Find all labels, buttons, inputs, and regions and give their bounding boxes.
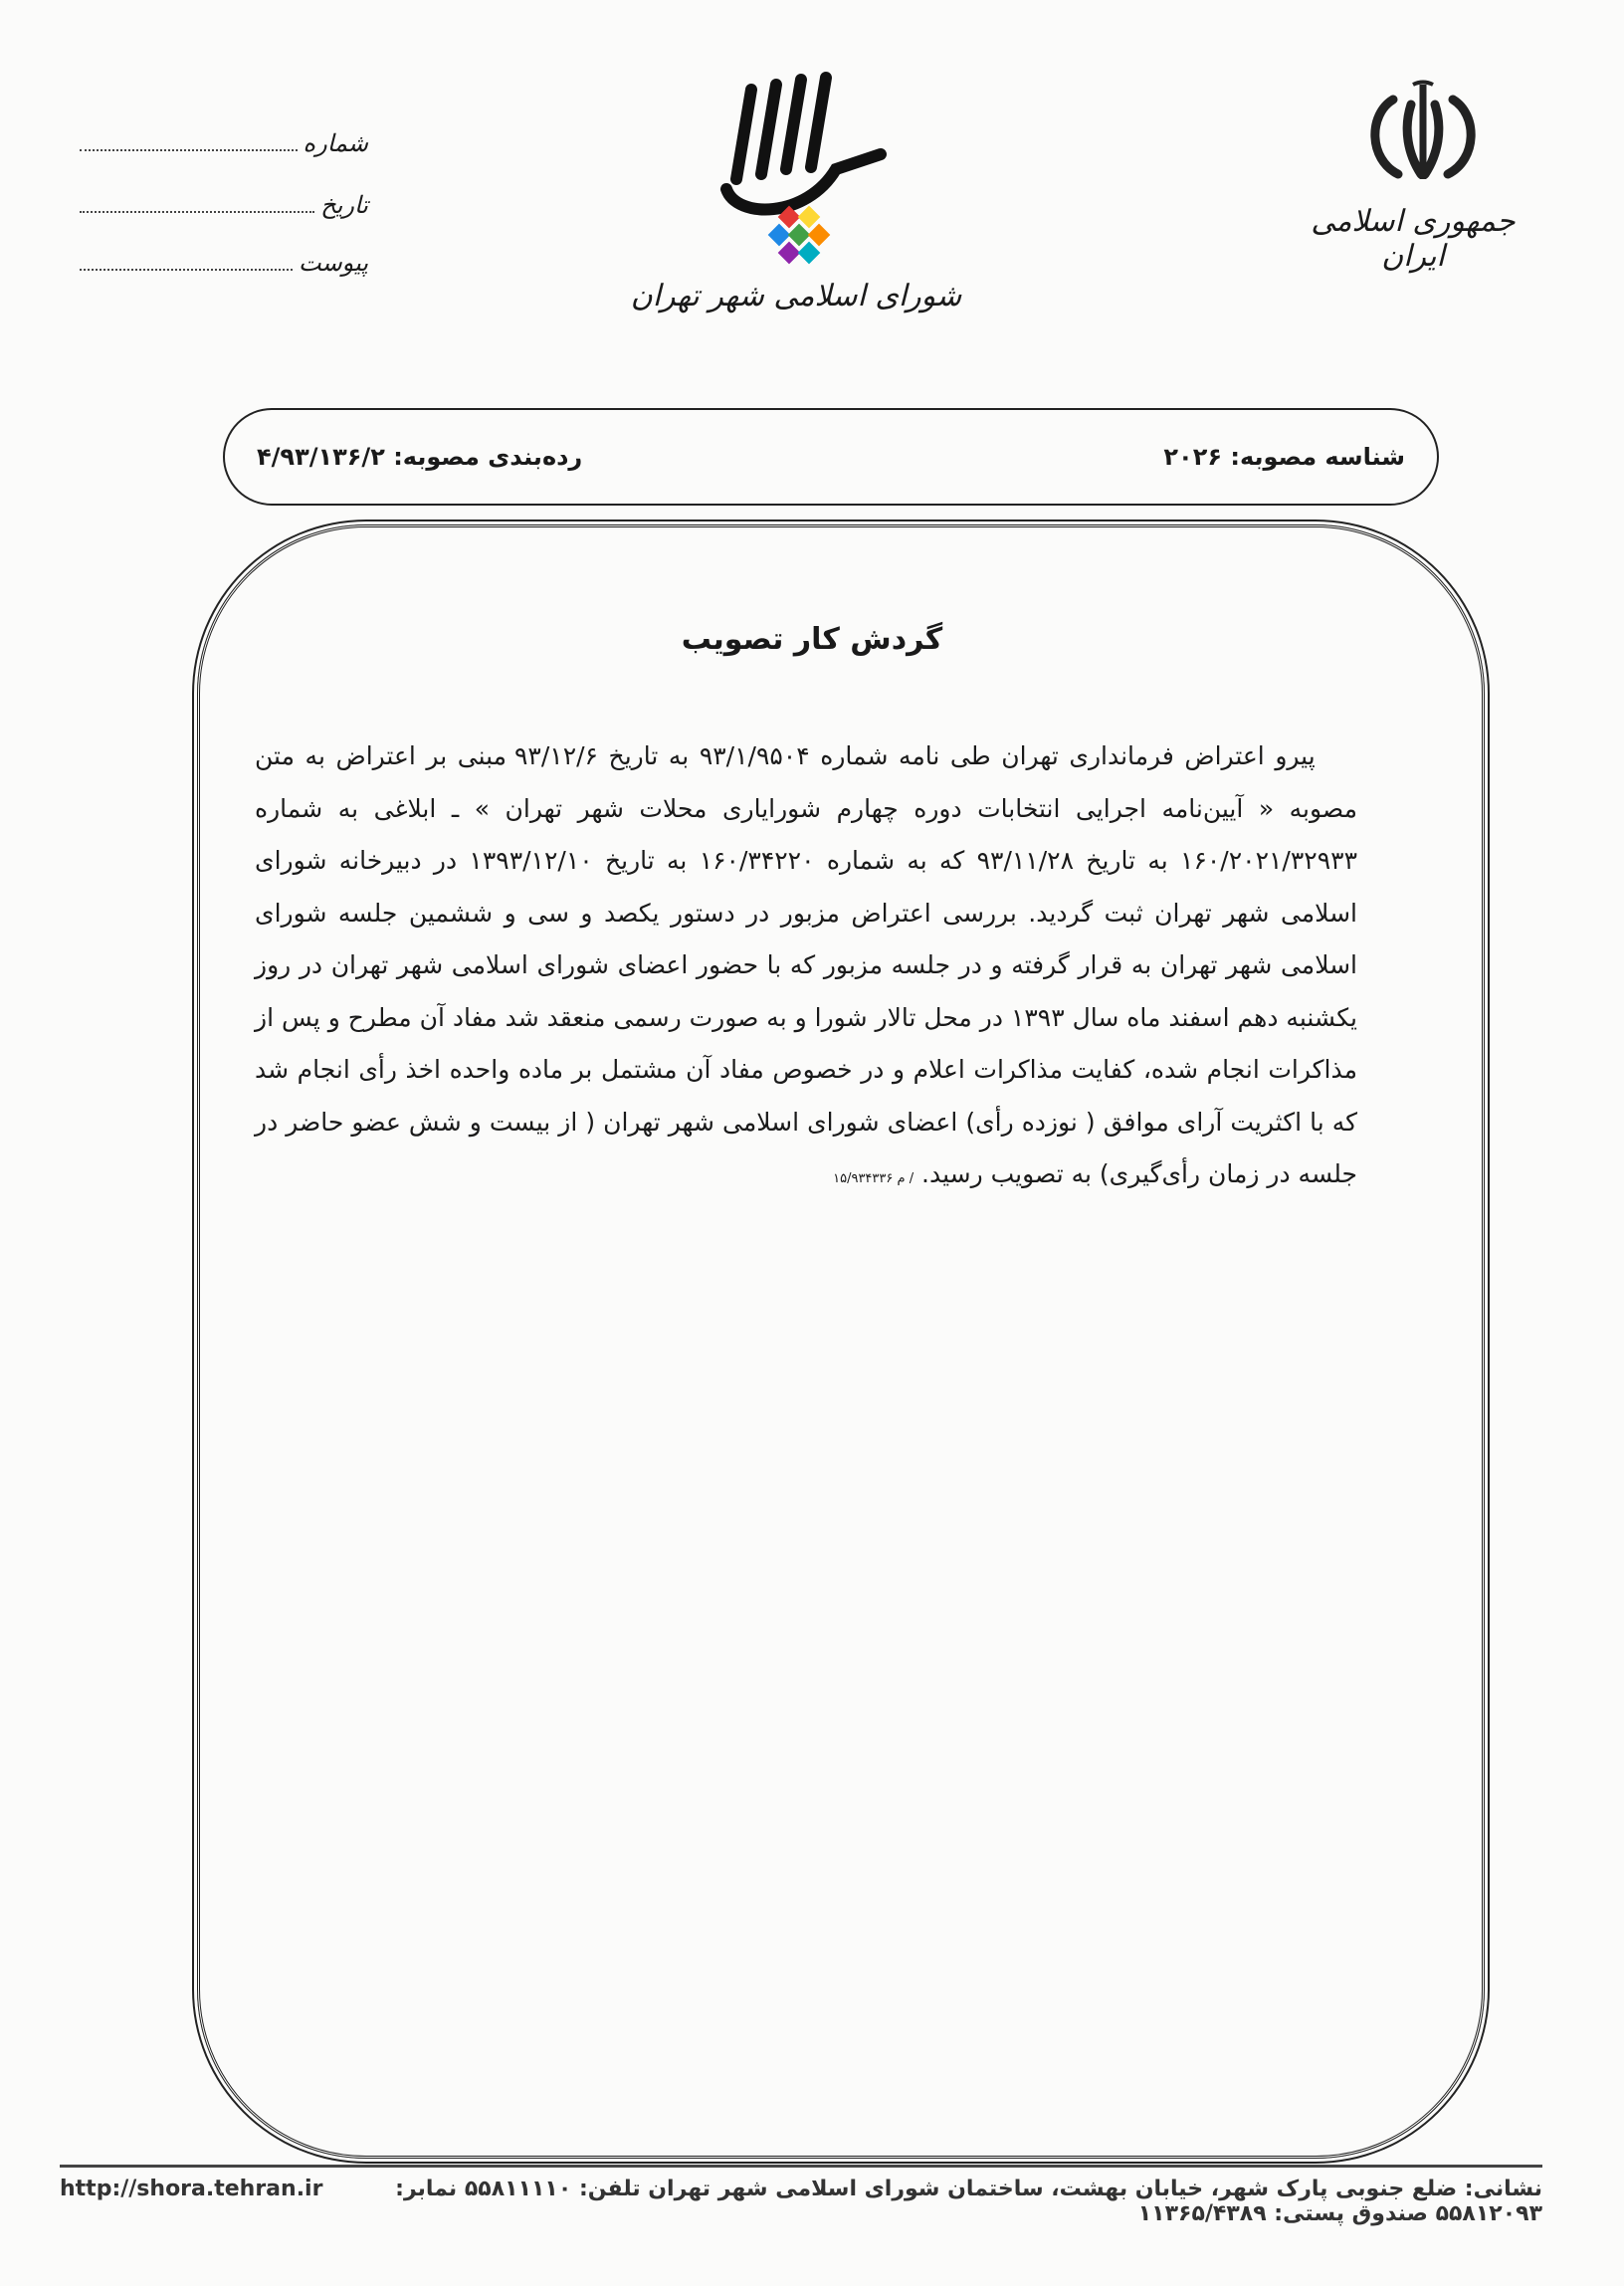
resolution-header-box	[223, 408, 1439, 506]
document-title: گردش کار تصویب	[681, 622, 943, 657]
country-label: جمهوری اسلامی ایران	[1311, 204, 1516, 274]
date-field	[80, 191, 368, 219]
footer-address: نشانی: ضلع جنوبی پارک شهر، خیابان بهشت، ساختمان شورای اسلامی شهر تهران تلفن: ۵۵۸۱۱۱۱۰ نمابر: ۵۵۸۱۲۰۹۳ صندوق پستی: ۱۱۳۶۵/۴۳۸۹	[395, 2177, 1542, 2226]
number-label: شماره	[303, 129, 368, 157]
council-label: شورای اسلامی شهر تهران	[630, 279, 962, 313]
footer	[60, 2177, 1542, 2226]
attachment-field	[80, 249, 368, 277]
resolution-classification: رده‌بندی مصوبه: ۴/۹۳/۱۳۶/۲	[257, 443, 583, 471]
website-link[interactable]: http://shora.tehran.ir	[60, 2177, 323, 2201]
council-logo-icon	[697, 70, 896, 269]
date-label: تاریخ	[320, 191, 368, 219]
body-text: پیرو اعتراض فرمانداری تهران طی نامه شماره ۹۳/۱/۹۵۰۴ به تاریخ ۹۳/۱۲/۶ مبنی بر اعتراض به متن مصوبه « آیین‌نامه اجرایی انتخابات دوره چهارم شورایاری محلات شهر تهران » ـ ابلاغی به شماره ۱۶۰/۲۰۲۱/۳۲۹۳۳ به تاریخ ۹۳/۱۱/۲۸ که به شماره ۱۶۰/۳۴۲۲۰ به تاریخ ۱۳۹۳/۱۲/۱۰ در دبیرخانه شورای اسلامی شهر تهران ثبت گردید. بررسی اعتراض مزبور در دستور یکصد و سی و ششمین جلسه شورای اسلامی شهر تهران به قرار گرفته و در جلسه مزبور که با حضور اعضای شورای اسلامی شهر تهران در روز یکشنبه دهم اسفند ماه سال ۱۳۹۳ در محل تالار شورا و به صورت رسمی منعقد شد مفاد آن مطرح و پس از مذاکرات انجام شده، کفایت مذاکرات اعلام و در خصوص مفاد آن مشتمل بر ماده واحده اخذ رأی انجام شد که با اکثریت آرای موافق ( نوزده رأی) اعضای شورای اسلامی شهر تهران ( از بیست و شش عضو حاضر در جلسه در زمان رأی‌گیری) به تصویب رسید.	[255, 741, 1357, 1188]
resolution-id: شناسه مصوبه: ۲۰۲۶	[1163, 443, 1405, 471]
number-field	[80, 129, 368, 157]
document-body	[255, 730, 1357, 1206]
reference-note: / م ۱۵/۹۳۴۳۳۶	[833, 1171, 914, 1186]
attachment-label: پیوست	[299, 249, 368, 277]
iran-emblem-icon	[1353, 80, 1493, 189]
footer-divider	[60, 2165, 1542, 2168]
